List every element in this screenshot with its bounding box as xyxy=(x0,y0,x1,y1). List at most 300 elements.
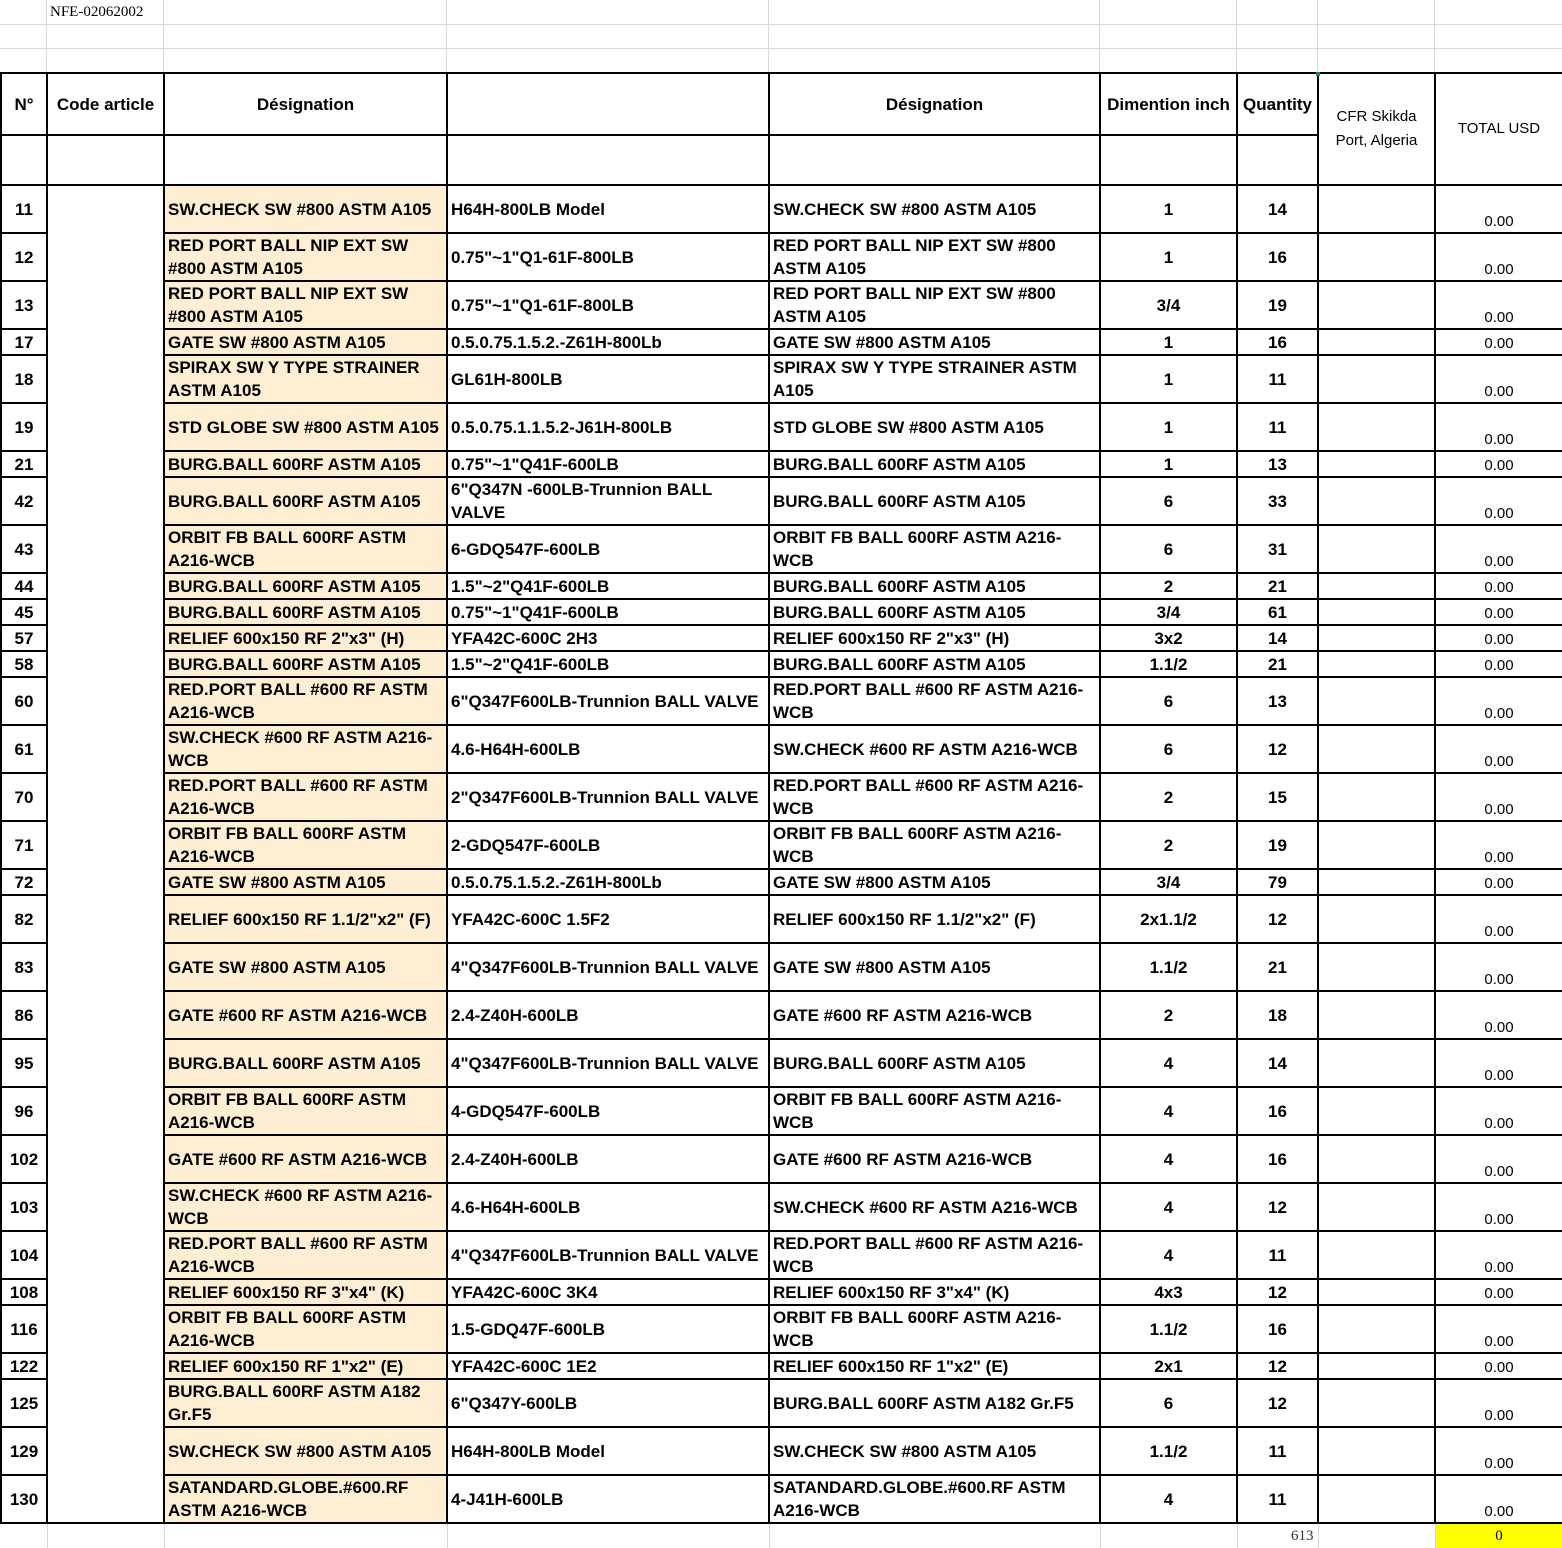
empty-cell[interactable] xyxy=(769,1523,1100,1548)
total-usd-cell[interactable]: 0.00 xyxy=(1435,573,1562,599)
designation-2-cell[interactable]: GATE #600 RF ASTM A216-WCB xyxy=(769,991,1100,1039)
cfr-price-cell[interactable] xyxy=(1318,599,1435,625)
model-cell[interactable]: 4.6-H64H-600LB xyxy=(447,1183,769,1231)
dimension-cell[interactable]: 4x3 xyxy=(1100,1279,1237,1305)
total-usd-cell[interactable]: 0.00 xyxy=(1435,1231,1562,1279)
designation-2-cell[interactable]: SW.CHECK #600 RF ASTM A216-WCB xyxy=(769,1183,1100,1231)
cfr-price-cell[interactable] xyxy=(1318,1353,1435,1379)
dimension-cell[interactable]: 2 xyxy=(1100,773,1237,821)
quantity-cell[interactable]: 21 xyxy=(1237,573,1318,599)
dimension-cell[interactable]: 4 xyxy=(1100,1231,1237,1279)
quantity-cell[interactable]: 12 xyxy=(1237,895,1318,943)
empty-cell[interactable] xyxy=(447,1523,769,1548)
cfr-price-cell[interactable] xyxy=(1318,773,1435,821)
designation-cell[interactable]: RED.PORT BALL #600 RF ASTM A216-WCB xyxy=(164,773,447,821)
total-usd-cell[interactable]: 0.00 xyxy=(1435,869,1562,895)
total-usd-cell[interactable]: 0.00 xyxy=(1435,451,1562,477)
quantity-cell[interactable]: 31 xyxy=(1237,525,1318,573)
table-row xyxy=(1,1475,1562,1523)
total-usd-cell[interactable]: 0.00 xyxy=(1435,1039,1562,1087)
designation-cell[interactable]: RELIEF 600x150 RF 1"x2" (E) xyxy=(164,1353,447,1379)
designation-2-cell[interactable]: BURG.BALL 600RF ASTM A105 xyxy=(769,1039,1100,1087)
cfr-price-cell[interactable] xyxy=(1318,1279,1435,1305)
quantity-cell[interactable]: 16 xyxy=(1237,329,1318,355)
designation-2-cell[interactable]: RELIEF 600x150 RF 1"x2" (E) xyxy=(769,1353,1100,1379)
model-cell[interactable]: 6-GDQ547F-600LB xyxy=(447,525,769,573)
item-number-cell[interactable]: 60 xyxy=(1,677,47,725)
header-cfr[interactable]: CFR Skikda Port, Algeria xyxy=(1318,73,1435,185)
designation-2-cell[interactable]: ORBIT FB BALL 600RF ASTM A216-WCB xyxy=(769,1087,1100,1135)
document-reference[interactable]: NFE-02062002 xyxy=(50,4,144,20)
empty-cell[interactable] xyxy=(47,1523,164,1548)
designation-2-cell[interactable]: ORBIT FB BALL 600RF ASTM A216-WCB xyxy=(769,821,1100,869)
quantity-cell[interactable]: 16 xyxy=(1237,1305,1318,1353)
cfr-price-cell[interactable] xyxy=(1318,625,1435,651)
cfr-price-cell[interactable] xyxy=(1318,725,1435,773)
designation-2-cell[interactable]: RELIEF 600x150 RF 3"x4" (K) xyxy=(769,1279,1100,1305)
item-number-cell[interactable]: 95 xyxy=(1,1039,47,1087)
table-row xyxy=(1,1427,1562,1475)
designation-cell[interactable]: ORBIT FB BALL 600RF ASTM A216-WCB xyxy=(164,1305,447,1353)
dimension-cell[interactable]: 2 xyxy=(1100,573,1237,599)
cfr-price-cell[interactable] xyxy=(1318,451,1435,477)
dimension-cell[interactable]: 6 xyxy=(1100,477,1237,525)
quantity-cell[interactable]: 33 xyxy=(1237,477,1318,525)
cfr-price-cell[interactable] xyxy=(1318,355,1435,403)
header-designation[interactable]: Désignation xyxy=(164,73,447,135)
total-usd-cell[interactable]: 0.00 xyxy=(1435,355,1562,403)
table-row xyxy=(1,943,1562,991)
total-usd-cell[interactable]: 0.00 xyxy=(1435,403,1562,451)
cfr-price-cell[interactable] xyxy=(1318,821,1435,869)
quantity-cell[interactable]: 14 xyxy=(1237,1039,1318,1087)
table-row xyxy=(1,525,1562,573)
total-usd-cell[interactable]: 0.00 xyxy=(1435,329,1562,355)
item-number-cell[interactable]: 86 xyxy=(1,991,47,1039)
model-cell[interactable]: 4"Q347F600LB-Trunnion BALL VALVE xyxy=(447,943,769,991)
item-number-cell[interactable]: 108 xyxy=(1,1279,47,1305)
cfr-price-cell[interactable] xyxy=(1318,943,1435,991)
item-number-cell[interactable]: 61 xyxy=(1,725,47,773)
designation-cell[interactable]: ORBIT FB BALL 600RF ASTM A216-WCB xyxy=(164,821,447,869)
dimension-cell[interactable]: 3/4 xyxy=(1100,281,1237,329)
quantity-cell[interactable]: 12 xyxy=(1237,1183,1318,1231)
designation-cell[interactable]: RED PORT BALL NIP EXT SW #800 ASTM A105 xyxy=(164,233,447,281)
cfr-price-cell[interactable] xyxy=(1318,329,1435,355)
item-number-cell[interactable]: 44 xyxy=(1,573,47,599)
quantity-sum-cell[interactable]: 613 xyxy=(1237,1523,1318,1548)
designation-cell[interactable]: SPIRAX SW Y TYPE STRAINER ASTM A105 xyxy=(164,355,447,403)
table-row xyxy=(1,573,1562,599)
designation-2-cell[interactable]: ORBIT FB BALL 600RF ASTM A216-WCB xyxy=(769,525,1100,573)
designation-cell[interactable]: STD GLOBE SW #800 ASTM A105 xyxy=(164,403,447,451)
designation-cell[interactable]: SATANDARD.GLOBE.#600.RF ASTM A216-WCB xyxy=(164,1475,447,1523)
designation-cell[interactable]: BURG.BALL 600RF ASTM A105 xyxy=(164,477,447,525)
quantity-cell[interactable]: 14 xyxy=(1237,625,1318,651)
designation-2-cell[interactable]: ORBIT FB BALL 600RF ASTM A216-WCB xyxy=(769,1305,1100,1353)
total-usd-cell[interactable]: 0.00 xyxy=(1435,1379,1562,1427)
model-cell[interactable]: 2.4-Z40H-600LB xyxy=(447,991,769,1039)
designation-2-cell[interactable]: STD GLOBE SW #800 ASTM A105 xyxy=(769,403,1100,451)
model-cell[interactable]: YFA42C-600C 1E2 xyxy=(447,1353,769,1379)
quantity-cell[interactable]: 11 xyxy=(1237,1475,1318,1523)
item-number-cell[interactable]: 43 xyxy=(1,525,47,573)
item-number-cell[interactable]: 19 xyxy=(1,403,47,451)
total-usd-cell[interactable]: 0.00 xyxy=(1435,1305,1562,1353)
designation-cell[interactable]: GATE #600 RF ASTM A216-WCB xyxy=(164,1135,447,1183)
cfr-price-cell[interactable] xyxy=(1318,895,1435,943)
total-usd-cell[interactable]: 0.00 xyxy=(1435,821,1562,869)
total-usd-cell[interactable]: 0.00 xyxy=(1435,895,1562,943)
item-number-cell[interactable]: 72 xyxy=(1,869,47,895)
designation-cell[interactable]: RELIEF 600x150 RF 3"x4" (K) xyxy=(164,1279,447,1305)
item-number-cell[interactable]: 130 xyxy=(1,1475,47,1523)
quantity-cell[interactable]: 21 xyxy=(1237,943,1318,991)
designation-cell[interactable]: RED.PORT BALL #600 RF ASTM A216-WCB xyxy=(164,677,447,725)
total-usd-cell[interactable]: 0.00 xyxy=(1435,677,1562,725)
item-number-cell[interactable]: 58 xyxy=(1,651,47,677)
designation-cell[interactable]: GATE SW #800 ASTM A105 xyxy=(164,943,447,991)
table-row xyxy=(1,1039,1562,1087)
cfr-price-cell[interactable] xyxy=(1318,1427,1435,1475)
cfr-price-cell[interactable] xyxy=(1318,1379,1435,1427)
header-blank-cell[interactable] xyxy=(769,135,1100,185)
dimension-cell[interactable]: 1.1/2 xyxy=(1100,1305,1237,1353)
cfr-price-cell[interactable] xyxy=(1318,1475,1435,1523)
designation-2-cell[interactable]: RED.PORT BALL #600 RF ASTM A216-WCB xyxy=(769,1231,1100,1279)
designation-2-cell[interactable]: RED PORT BALL NIP EXT SW #800 ASTM A105 xyxy=(769,233,1100,281)
header-blank-cell[interactable] xyxy=(47,135,164,185)
model-cell[interactable]: 4.6-H64H-600LB xyxy=(447,725,769,773)
quantity-cell[interactable]: 13 xyxy=(1237,677,1318,725)
total-usd-cell[interactable]: 0.00 xyxy=(1435,1279,1562,1305)
header-code-article[interactable]: Code article xyxy=(47,73,164,135)
item-number-cell[interactable]: 82 xyxy=(1,895,47,943)
designation-2-cell[interactable]: SATANDARD.GLOBE.#600.RF ASTM A216-WCB xyxy=(769,1475,1100,1523)
quantity-cell[interactable]: 61 xyxy=(1237,599,1318,625)
dimension-cell[interactable]: 2 xyxy=(1100,991,1237,1039)
total-usd-cell[interactable]: 0.00 xyxy=(1435,651,1562,677)
item-number-cell[interactable]: 83 xyxy=(1,943,47,991)
quantity-cell[interactable]: 11 xyxy=(1237,403,1318,451)
designation-2-cell[interactable]: BURG.BALL 600RF ASTM A105 xyxy=(769,651,1100,677)
header-model[interactable] xyxy=(447,73,769,135)
model-cell[interactable]: H64H-800LB Model xyxy=(447,1427,769,1475)
item-number-cell[interactable]: 116 xyxy=(1,1305,47,1353)
dimension-cell[interactable]: 1 xyxy=(1100,403,1237,451)
model-cell[interactable]: 4-J41H-600LB xyxy=(447,1475,769,1523)
designation-cell[interactable]: RELIEF 600x150 RF 2"x3" (H) xyxy=(164,625,447,651)
header-designation-2[interactable]: Désignation xyxy=(769,73,1100,135)
model-cell[interactable]: 0.75"~1"Q41F-600LB xyxy=(447,599,769,625)
quantity-cell[interactable]: 12 xyxy=(1237,1379,1318,1427)
dimension-cell[interactable]: 1.1/2 xyxy=(1100,943,1237,991)
item-number-cell[interactable]: 103 xyxy=(1,1183,47,1231)
designation-cell[interactable]: SW.CHECK #600 RF ASTM A216-WCB xyxy=(164,725,447,773)
dimension-cell[interactable]: 1 xyxy=(1100,451,1237,477)
designation-2-cell[interactable]: SW.CHECK SW #800 ASTM A105 xyxy=(769,185,1100,233)
total-usd-cell[interactable]: 0.00 xyxy=(1435,599,1562,625)
designation-cell[interactable]: GATE SW #800 ASTM A105 xyxy=(164,329,447,355)
quantity-cell[interactable]: 18 xyxy=(1237,991,1318,1039)
cfr-price-cell[interactable] xyxy=(1318,403,1435,451)
dimension-cell[interactable]: 1.1/2 xyxy=(1100,651,1237,677)
designation-2-cell[interactable]: BURG.BALL 600RF ASTM A182 Gr.F5 xyxy=(769,1379,1100,1427)
table-row xyxy=(1,185,1562,233)
header-row xyxy=(1,73,1562,135)
designation-cell[interactable]: RELIEF 600x150 RF 1.1/2"x2" (F) xyxy=(164,895,447,943)
model-cell[interactable]: 0.5.0.75.1.5.2.-Z61H-800Lb xyxy=(447,869,769,895)
cfr-price-cell[interactable] xyxy=(1318,1231,1435,1279)
item-number-cell[interactable]: 21 xyxy=(1,451,47,477)
total-usd-cell[interactable]: 0.00 xyxy=(1435,1087,1562,1135)
model-cell[interactable]: 4-GDQ547F-600LB xyxy=(447,1087,769,1135)
item-number-cell[interactable]: 104 xyxy=(1,1231,47,1279)
designation-2-cell[interactable]: BURG.BALL 600RF ASTM A105 xyxy=(769,599,1100,625)
designation-2-cell[interactable]: RED.PORT BALL #600 RF ASTM A216-WCB xyxy=(769,677,1100,725)
quantity-cell[interactable]: 14 xyxy=(1237,185,1318,233)
cfr-price-cell[interactable] xyxy=(1318,1305,1435,1353)
total-usd-cell[interactable]: 0.00 xyxy=(1435,943,1562,991)
dimension-cell[interactable]: 6 xyxy=(1100,1379,1237,1427)
total-usd-cell[interactable]: 0.00 xyxy=(1435,1183,1562,1231)
designation-2-cell[interactable]: GATE SW #800 ASTM A105 xyxy=(769,869,1100,895)
item-number-cell[interactable]: 102 xyxy=(1,1135,47,1183)
cfr-price-cell[interactable] xyxy=(1318,477,1435,525)
total-usd-cell[interactable]: 0.00 xyxy=(1435,281,1562,329)
quantity-cell[interactable]: 15 xyxy=(1237,773,1318,821)
cfr-price-cell[interactable] xyxy=(1318,185,1435,233)
quantity-cell[interactable]: 16 xyxy=(1237,1135,1318,1183)
designation-2-cell[interactable]: RED.PORT BALL #600 RF ASTM A216-WCB xyxy=(769,773,1100,821)
header-quantity[interactable]: Quantity xyxy=(1237,73,1318,135)
item-number-cell[interactable]: 12 xyxy=(1,233,47,281)
total-usd-cell[interactable]: 0.00 xyxy=(1435,725,1562,773)
totals-row xyxy=(1,1523,1562,1548)
empty-cell[interactable] xyxy=(1,1523,47,1548)
model-cell[interactable]: YFA42C-600C 1.5F2 xyxy=(447,895,769,943)
designation-cell[interactable]: SW.CHECK #600 RF ASTM A216-WCB xyxy=(164,1183,447,1231)
model-cell[interactable]: H64H-800LB Model xyxy=(447,185,769,233)
designation-2-cell[interactable]: GATE #600 RF ASTM A216-WCB xyxy=(769,1135,1100,1183)
designation-2-cell[interactable]: RELIEF 600x150 RF 2"x3" (H) xyxy=(769,625,1100,651)
header-blank-cell[interactable] xyxy=(164,135,447,185)
designation-cell[interactable]: BURG.BALL 600RF ASTM A105 xyxy=(164,1039,447,1087)
model-cell[interactable]: YFA42C-600C 2H3 xyxy=(447,625,769,651)
quantity-cell[interactable]: 13 xyxy=(1237,451,1318,477)
quantity-cell[interactable]: 21 xyxy=(1237,651,1318,677)
cfr-price-cell[interactable] xyxy=(1318,1135,1435,1183)
designation-cell[interactable]: ORBIT FB BALL 600RF ASTM A216-WCB xyxy=(164,1087,447,1135)
total-usd-cell[interactable]: 0.00 xyxy=(1435,185,1562,233)
cfr-price-cell[interactable] xyxy=(1318,573,1435,599)
cfr-price-cell[interactable] xyxy=(1318,677,1435,725)
model-cell[interactable]: 0.75"~1"Q1-61F-800LB xyxy=(447,281,769,329)
model-cell[interactable]: 6"Q347N -600LB-Trunnion BALL VALVE xyxy=(447,477,769,525)
model-cell[interactable]: 1.5"~2"Q41F-600LB xyxy=(447,651,769,677)
item-number-cell[interactable]: 122 xyxy=(1,1353,47,1379)
designation-cell[interactable]: RED.PORT BALL #600 RF ASTM A216-WCB xyxy=(164,1231,447,1279)
dimension-cell[interactable]: 6 xyxy=(1100,725,1237,773)
table-row xyxy=(1,1379,1562,1427)
model-cell[interactable]: 0.5.0.75.1.5.2.-Z61H-800Lb xyxy=(447,329,769,355)
total-usd-cell[interactable]: 0.00 xyxy=(1435,1353,1562,1379)
total-usd-cell[interactable]: 0.00 xyxy=(1435,991,1562,1039)
total-usd-cell[interactable]: 0.00 xyxy=(1435,233,1562,281)
dimension-cell[interactable]: 4 xyxy=(1100,1183,1237,1231)
table-row xyxy=(1,1353,1562,1379)
item-number-cell[interactable]: 45 xyxy=(1,599,47,625)
quantity-cell[interactable]: 19 xyxy=(1237,821,1318,869)
dimension-cell[interactable]: 4 xyxy=(1100,1087,1237,1135)
total-usd-cell[interactable]: 0.00 xyxy=(1435,773,1562,821)
dimension-cell[interactable]: 3/4 xyxy=(1100,599,1237,625)
designation-2-cell[interactable]: GATE SW #800 ASTM A105 xyxy=(769,329,1100,355)
designation-cell[interactable]: GATE SW #800 ASTM A105 xyxy=(164,869,447,895)
table-row xyxy=(1,725,1562,773)
model-cell[interactable]: 1.5"~2"Q41F-600LB xyxy=(447,573,769,599)
item-table xyxy=(0,72,1562,1548)
cfr-price-cell[interactable] xyxy=(1318,525,1435,573)
table-row xyxy=(1,599,1562,625)
quantity-cell[interactable]: 12 xyxy=(1237,1353,1318,1379)
designation-cell[interactable]: BURG.BALL 600RF ASTM A105 xyxy=(164,599,447,625)
item-number-cell[interactable]: 57 xyxy=(1,625,47,651)
total-usd-cell[interactable]: 0.00 xyxy=(1435,1135,1562,1183)
item-number-cell[interactable]: 42 xyxy=(1,477,47,525)
designation-cell[interactable]: BURG.BALL 600RF ASTM A105 xyxy=(164,651,447,677)
dimension-cell[interactable]: 4 xyxy=(1100,1039,1237,1087)
dimension-cell[interactable]: 2x1 xyxy=(1100,1353,1237,1379)
model-cell[interactable]: 0.75"~1"Q1-61F-800LB xyxy=(447,233,769,281)
dimension-cell[interactable]: 1.1/2 xyxy=(1100,1427,1237,1475)
empty-cell[interactable] xyxy=(164,1523,447,1548)
designation-2-cell[interactable]: RELIEF 600x150 RF 1.1/2"x2" (F) xyxy=(769,895,1100,943)
designation-2-cell[interactable]: GATE SW #800 ASTM A105 xyxy=(769,943,1100,991)
model-cell[interactable]: 1.5-GDQ47F-600LB xyxy=(447,1305,769,1353)
quantity-cell[interactable]: 11 xyxy=(1237,1427,1318,1475)
quantity-cell[interactable]: 11 xyxy=(1237,355,1318,403)
designation-cell[interactable]: ORBIT FB BALL 600RF ASTM A216-WCB xyxy=(164,525,447,573)
total-usd-cell[interactable]: 0.00 xyxy=(1435,525,1562,573)
item-number-cell[interactable]: 96 xyxy=(1,1087,47,1135)
item-number-cell[interactable]: 13 xyxy=(1,281,47,329)
model-cell[interactable]: 0.5.0.75.1.1.5.2-J61H-800LB xyxy=(447,403,769,451)
cfr-price-cell[interactable] xyxy=(1318,1039,1435,1087)
model-cell[interactable]: 6"Q347Y-600LB xyxy=(447,1379,769,1427)
designation-cell[interactable]: RED PORT BALL NIP EXT SW #800 ASTM A105 xyxy=(164,281,447,329)
dimension-cell[interactable]: 3x2 xyxy=(1100,625,1237,651)
dimension-cell[interactable]: 6 xyxy=(1100,525,1237,573)
dimension-cell[interactable]: 1 xyxy=(1100,329,1237,355)
dimension-cell[interactable]: 1 xyxy=(1100,355,1237,403)
dimension-cell[interactable]: 1 xyxy=(1100,233,1237,281)
cfr-price-cell[interactable] xyxy=(1318,281,1435,329)
designation-cell[interactable]: BURG.BALL 600RF ASTM A105 xyxy=(164,451,447,477)
cfr-price-cell[interactable] xyxy=(1318,651,1435,677)
sheet-top-gridlines xyxy=(0,0,1562,72)
model-cell[interactable]: YFA42C-600C 3K4 xyxy=(447,1279,769,1305)
item-number-cell[interactable]: 11 xyxy=(1,185,47,233)
item-number-cell[interactable]: 70 xyxy=(1,773,47,821)
model-cell[interactable]: GL61H-800LB xyxy=(447,355,769,403)
header-total-usd[interactable]: TOTAL USD xyxy=(1435,73,1562,185)
header-dimension[interactable]: Dimention inch xyxy=(1100,73,1237,135)
quantity-cell[interactable]: 79 xyxy=(1237,869,1318,895)
dimension-cell[interactable]: 3/4 xyxy=(1100,869,1237,895)
designation-2-cell[interactable]: SPIRAX SW Y TYPE STRAINER ASTM A105 xyxy=(769,355,1100,403)
quantity-cell[interactable]: 11 xyxy=(1237,1231,1318,1279)
model-cell[interactable]: 2-GDQ547F-600LB xyxy=(447,821,769,869)
cfr-price-cell[interactable] xyxy=(1318,991,1435,1039)
model-cell[interactable]: 2"Q347F600LB-Trunnion BALL VALVE xyxy=(447,773,769,821)
empty-cell[interactable] xyxy=(1100,1523,1237,1548)
model-cell[interactable]: 4"Q347F600LB-Trunnion BALL VALVE xyxy=(447,1039,769,1087)
code-article-cell[interactable] xyxy=(47,185,164,1523)
designation-cell[interactable]: BURG.BALL 600RF ASTM A182 Gr.F5 xyxy=(164,1379,447,1427)
dimension-cell[interactable]: 2 xyxy=(1100,821,1237,869)
designation-2-cell[interactable]: BURG.BALL 600RF ASTM A105 xyxy=(769,477,1100,525)
table-row xyxy=(1,329,1562,355)
total-usd-cell[interactable]: 0.00 xyxy=(1435,1475,1562,1523)
quantity-cell[interactable]: 12 xyxy=(1237,1279,1318,1305)
designation-2-cell[interactable]: BURG.BALL 600RF ASTM A105 xyxy=(769,451,1100,477)
designation-cell[interactable]: SW.CHECK SW #800 ASTM A105 xyxy=(164,185,447,233)
designation-2-cell[interactable]: RED PORT BALL NIP EXT SW #800 ASTM A105 xyxy=(769,281,1100,329)
dimension-cell[interactable]: 1 xyxy=(1100,185,1237,233)
total-usd-cell[interactable]: 0.00 xyxy=(1435,1427,1562,1475)
designation-cell[interactable]: GATE #600 RF ASTM A216-WCB xyxy=(164,991,447,1039)
dimension-cell[interactable]: 4 xyxy=(1100,1475,1237,1523)
item-number-cell[interactable]: 17 xyxy=(1,329,47,355)
designation-2-cell[interactable]: SW.CHECK #600 RF ASTM A216-WCB xyxy=(769,725,1100,773)
item-number-cell[interactable]: 129 xyxy=(1,1427,47,1475)
quantity-cell[interactable]: 16 xyxy=(1237,233,1318,281)
model-cell[interactable]: 0.75"~1"Q41F-600LB xyxy=(447,451,769,477)
designation-2-cell[interactable]: BURG.BALL 600RF ASTM A105 xyxy=(769,573,1100,599)
designation-2-cell[interactable]: SW.CHECK SW #800 ASTM A105 xyxy=(769,1427,1100,1475)
model-cell[interactable]: 6"Q347F600LB-Trunnion BALL VALVE xyxy=(447,677,769,725)
item-number-cell[interactable]: 71 xyxy=(1,821,47,869)
header-no[interactable]: N° xyxy=(1,73,47,135)
dimension-cell[interactable]: 4 xyxy=(1100,1135,1237,1183)
empty-cell[interactable] xyxy=(1318,1523,1435,1548)
model-cell[interactable]: 2.4-Z40H-600LB xyxy=(447,1135,769,1183)
dimension-cell[interactable]: 2x1.1/2 xyxy=(1100,895,1237,943)
cfr-price-cell[interactable] xyxy=(1318,1087,1435,1135)
cfr-price-cell[interactable] xyxy=(1318,233,1435,281)
header-blank-cell[interactable] xyxy=(1237,135,1318,185)
cfr-price-cell[interactable] xyxy=(1318,1183,1435,1231)
total-usd-cell[interactable]: 0.00 xyxy=(1435,477,1562,525)
designation-cell[interactable]: BURG.BALL 600RF ASTM A105 xyxy=(164,573,447,599)
quantity-cell[interactable]: 16 xyxy=(1237,1087,1318,1135)
designation-cell[interactable]: SW.CHECK SW #800 ASTM A105 xyxy=(164,1427,447,1475)
total-usd-cell[interactable]: 0.00 xyxy=(1435,625,1562,651)
header-blank-cell[interactable] xyxy=(447,135,769,185)
table-row xyxy=(1,625,1562,651)
model-cell[interactable]: 4"Q347F600LB-Trunnion BALL VALVE xyxy=(447,1231,769,1279)
item-number-cell[interactable]: 18 xyxy=(1,355,47,403)
header-blank-cell[interactable] xyxy=(1100,135,1237,185)
header-blank-cell[interactable] xyxy=(1,135,47,185)
grand-total-cell[interactable]: 0 xyxy=(1435,1523,1562,1548)
cfr-price-cell[interactable] xyxy=(1318,869,1435,895)
item-number-cell[interactable]: 125 xyxy=(1,1379,47,1427)
quantity-cell[interactable]: 12 xyxy=(1237,725,1318,773)
quantity-cell[interactable]: 19 xyxy=(1237,281,1318,329)
dimension-cell[interactable]: 6 xyxy=(1100,677,1237,725)
